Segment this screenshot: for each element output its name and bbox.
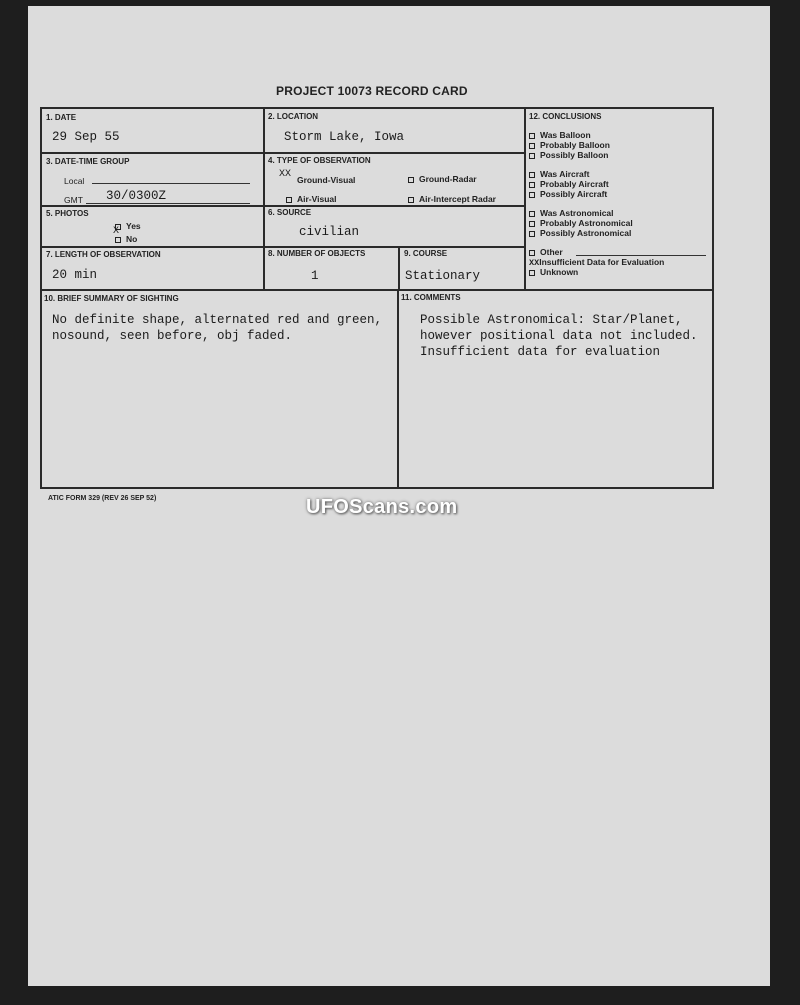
photos-no-mark: X [113, 226, 120, 237]
probably-balloon-label: Probably Balloon [540, 140, 610, 150]
other-underline [576, 255, 706, 256]
ground-radar-checkbox [408, 177, 414, 183]
photos-label: 5. PHOTOS [46, 209, 89, 218]
was-astronomical-checkbox [529, 211, 535, 217]
form-id: ATIC FORM 329 (REV 26 SEP 52) [48, 495, 157, 502]
type-of-observation-label: 4. TYPE OF OBSERVATION [268, 156, 371, 165]
local-label: Local [64, 176, 85, 186]
conclusions-label: 12. CONCLUSIONS [529, 112, 602, 121]
probably-balloon-checkbox [529, 143, 535, 149]
number-of-objects-value: 1 [311, 269, 319, 283]
photos-no-label: No [126, 234, 138, 244]
divider-row-1 [41, 152, 524, 154]
conclusion-was-balloon [529, 130, 591, 140]
ground-visual-mark: XX [279, 169, 292, 180]
conclusion-was-astronomical [529, 208, 614, 218]
conclusion-probably-balloon [529, 140, 610, 150]
possibly-astronomical-label: Possibly Astronomical [540, 228, 632, 238]
insufficient-mark: XX [529, 258, 540, 268]
ground-radar-label: Ground-Radar [419, 174, 477, 184]
photos-no-checkbox [115, 237, 121, 243]
ground-radar-option [408, 174, 477, 184]
was-aircraft-checkbox [529, 172, 535, 178]
summary-label: 10. BRIEF SUMMARY OF SIGHTING [44, 294, 179, 303]
watermark: UFOScans.com [306, 496, 458, 518]
conclusion-probably-astronomical [529, 218, 633, 228]
insufficient-label: Insufficient Data for Evaluation [539, 257, 665, 267]
divider-vertical-course [398, 246, 400, 290]
probably-aircraft-checkbox [529, 182, 535, 188]
source-value: civilian [299, 225, 360, 239]
possibly-astronomical-checkbox [529, 231, 535, 237]
possibly-aircraft-checkbox [529, 192, 535, 198]
summary-line-1: No definite shape, alternated red and green, [52, 313, 383, 327]
conclusion-probably-aircraft [529, 179, 609, 189]
possibly-aircraft-label: Possibly Aircraft [540, 189, 608, 199]
gmt-value: 30/0300Z [106, 189, 167, 203]
photos-yes-label: Yes [126, 221, 141, 231]
comments-line-3: Insufficient data for evaluation [420, 345, 661, 359]
air-visual-label: Air-Visual [297, 194, 337, 204]
divider-vertical-lower [397, 289, 399, 488]
probably-astronomical-label: Probably Astronomical [540, 218, 633, 228]
divider-vertical-conclusions [524, 108, 526, 290]
length-label: 7. LENGTH OF OBSERVATION [46, 250, 161, 259]
length-value: 20 min [52, 268, 98, 282]
divider-row-3 [41, 246, 524, 248]
conclusion-was-aircraft [529, 169, 589, 179]
conclusion-possibly-astronomical [529, 228, 631, 238]
air-visual-option [286, 194, 337, 204]
conclusion-possibly-aircraft [529, 189, 607, 199]
conclusion-possibly-balloon [529, 150, 609, 160]
comments-label: 11. COMMENTS [401, 293, 461, 302]
divider-row-2-right [263, 205, 524, 207]
unknown-checkbox [529, 270, 535, 276]
other-checkbox [529, 250, 535, 256]
location-label: 2. LOCATION [268, 112, 319, 121]
source-label: 6. SOURCE [268, 208, 312, 217]
date-value: 29 Sep 55 [52, 130, 120, 144]
air-intercept-radar-checkbox [408, 197, 414, 203]
was-balloon-label: Was Balloon [540, 130, 591, 140]
air-intercept-radar-option [408, 194, 496, 204]
date-label: 1. DATE [46, 113, 77, 122]
was-astronomical-label: Was Astronomical [540, 208, 614, 218]
comments-line-2: however positional data not included. [420, 329, 698, 343]
local-underline [92, 183, 250, 184]
course-label: 9. COURSE [404, 249, 448, 258]
other-label: Other [540, 247, 563, 257]
comments-line-1: Possible Astronomical: Star/Planet, [420, 313, 683, 327]
location-value: Storm Lake, Iowa [284, 130, 405, 144]
comments-text [420, 312, 698, 360]
gmt-label: GMT [64, 195, 83, 205]
conclusion-other [529, 247, 563, 257]
date-time-group-label: 3. DATE-TIME GROUP [46, 157, 130, 166]
was-aircraft-label: Was Aircraft [540, 169, 590, 179]
divider-row-2-left [41, 205, 263, 207]
probably-aircraft-label: Probably Aircraft [540, 179, 609, 189]
course-value: Stationary [405, 269, 481, 283]
probably-astronomical-checkbox [529, 221, 535, 227]
summary-text [52, 312, 382, 344]
card-title: PROJECT 10073 RECORD CARD [276, 84, 468, 98]
air-intercept-radar-label: Air-Intercept Radar [419, 194, 496, 204]
gmt-underline [86, 203, 250, 204]
air-visual-checkbox [286, 197, 292, 203]
conclusion-unknown [529, 267, 578, 277]
possibly-balloon-checkbox [529, 153, 535, 159]
possibly-balloon-label: Possibly Balloon [540, 150, 609, 160]
divider-vertical-left [263, 108, 265, 290]
ground-visual-option: Ground-Visual [297, 175, 356, 185]
was-balloon-checkbox [529, 133, 535, 139]
unknown-label: Unknown [540, 267, 579, 277]
number-of-objects-label: 8. NUMBER OF OBJECTS [268, 249, 366, 258]
summary-line-2: nosound, seen before, obj faded. [52, 329, 293, 343]
divider-row-4 [41, 289, 713, 291]
